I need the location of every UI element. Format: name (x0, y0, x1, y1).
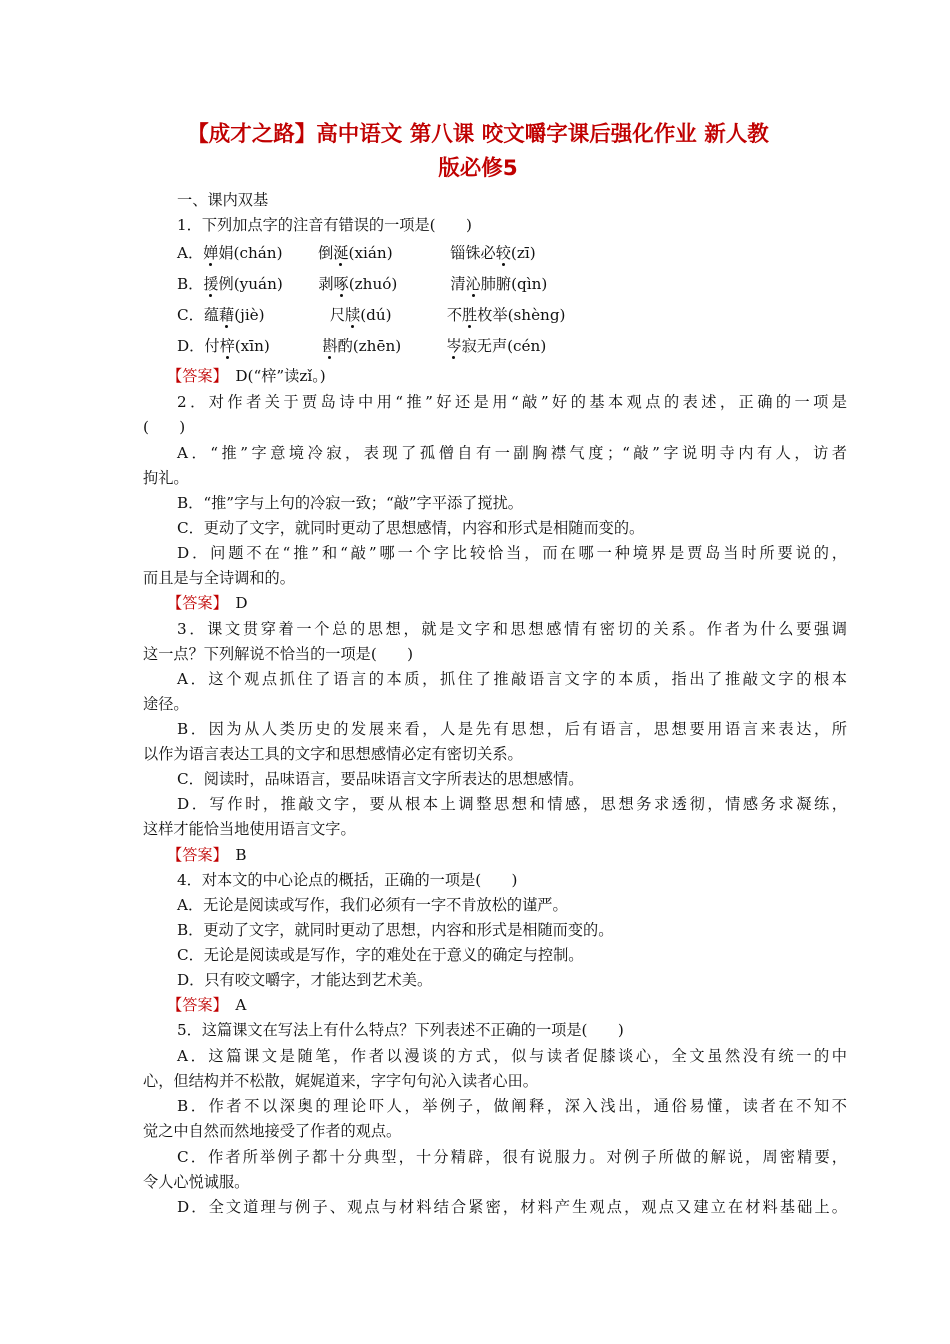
q2-stem-cont: ( ) (143, 418, 186, 436)
q1-option-letter: B． (177, 275, 204, 293)
q3-option-b: B．因为从人类历史的发展来看，人是先有思想，后有语言，思想要用语言来表达，所 (177, 720, 847, 738)
q3-option-a: A．这个观点抓住了语言的本质，抓住了推敲语言文字的本质，指出了推敲文字的根本 (177, 670, 847, 688)
q5-stem: 5．这篇课文在写法上有什么特点？下列表述不正确的一项是( ) (177, 1021, 624, 1039)
q1-d-item1: 付梓(xīn) (204, 337, 270, 355)
section-heading: 一、课内双基 (177, 191, 269, 209)
q3-option-d: D．写作时，推敲文字，要从根本上调整思想和情感，思想务求透彻，情感务求凝练， (177, 795, 847, 813)
q1-c-item3: 不胜枚举(shèng) (446, 306, 566, 324)
q1-option-letter: D． (177, 337, 205, 355)
answer-label: 【答案】 (167, 846, 221, 864)
q4-option-a: A．无论是阅读或写作，我们必须有一字不肯放松的谨严。 (177, 896, 568, 914)
answer-text: A (235, 996, 247, 1014)
q1-b-item3: 清沁肺腑(qìn) (450, 275, 548, 293)
q1-d-item3: 岑寂无声(cén) (446, 337, 547, 355)
q5-option-b: B．作者不以深奥的理论吓人，举例子，做阐释，深入浅出，通俗易懂，读者在不知不 (177, 1097, 847, 1115)
q3-option-b-cont: 以作为语言表达工具的文字和思想感情必定有密切关系。 (143, 745, 523, 763)
q2-option-a: A．“推”字意境冷寂，表现了孤僧自有一副胸襟气度；“敲”字说明寺内有人，访者 (177, 444, 847, 462)
answer-label: 【答案】 (167, 594, 221, 612)
q1-option-b (143, 272, 847, 297)
q4-answer (143, 993, 837, 1018)
q2-option-a-cont: 拘礼。 (143, 469, 189, 487)
q5-option-b-cont: 觉之中自然而然地接受了作者的观点。 (143, 1122, 402, 1140)
q1-b-item1: 援例(yuán) (203, 275, 283, 293)
q3-option-c: C．阅读时，品味语言，要品味语言文字所表达的思想感情。 (177, 770, 584, 788)
answer-label: 【答案】 (167, 996, 221, 1014)
q2-option-c: C．更动了文字，就同时更动了思想感情，内容和形式是相随而变的。 (177, 519, 645, 537)
q1-answer (143, 364, 837, 389)
q1-option-c (143, 303, 847, 328)
answer-text: D(“梓”读zǐ。) (235, 367, 326, 385)
q3-stem-cont: 这一点？下列解说不恰当的一项是( ) (143, 645, 414, 663)
answer-text: D (235, 594, 248, 612)
q1-option-letter: C． (177, 306, 204, 324)
document-title-line2: 版必修5 (438, 156, 518, 181)
q1-d-item2: 斟酌(zhēn) (322, 337, 402, 355)
q4-option-d: D．只有咬文嚼字，才能达到艺术美。 (177, 971, 433, 989)
q4-option-b: B．更动了文字，就同时更动了思想，内容和形式是相随而变的。 (177, 921, 614, 939)
q1-stem: 1．下列加点字的注音有错误的一项是( ) (177, 216, 472, 234)
q5-option-a-cont: 心，但结构并不松散，娓娓道来，字字句句沁入读者心田。 (143, 1072, 538, 1090)
q1-a-item1: 婵娟(chán) (203, 244, 283, 262)
q1-option-d (143, 334, 847, 359)
q2-option-d: D．问题不在“推”和“敲”哪一个字比较恰当，而在哪一种境界是贾岛当时所要说的， (177, 544, 847, 562)
q3-answer (143, 843, 837, 868)
q5-option-c: C．作者所举例子都十分典型，十分精辟，很有说服力。对例子所做的解说，周密精要， (177, 1148, 847, 1166)
q4-stem: 4．对本文的中心论点的概括，正确的一项是( ) (177, 871, 518, 889)
q1-c-item1: 蕴藉(jiè) (203, 306, 265, 324)
q2-stem: 2．对作者关于贾岛诗中用“推”好还是用“敲”好的基本观点的表述，正确的一项是 (177, 393, 847, 411)
q3-option-a-cont: 途径。 (143, 695, 189, 713)
q5-option-c-cont: 令人心悦诚服。 (143, 1173, 250, 1191)
q3-stem: 3．课文贯穿着一个总的思想，就是文字和思想感情有密切的关系。作者为什么要强调 (177, 620, 847, 638)
q1-option-letter: A． (177, 244, 204, 262)
q1-b-item2: 剥啄(zhuó) (318, 275, 398, 293)
q3-option-d-cont: 这样才能恰当地使用语言文字。 (143, 820, 356, 838)
q2-answer (143, 591, 837, 616)
q1-c-item2: 尺牍(dú) (329, 306, 392, 324)
q1-a-item3: 锱铢必较(zī) (450, 244, 536, 262)
q5-option-a: A．这篇课文是随笔，作者以漫谈的方式，似与读者促膝谈心，全文虽然没有统一的中 (177, 1047, 847, 1065)
q2-option-d-cont: 而且是与全诗调和的。 (143, 569, 295, 587)
q5-option-d: D．全文道理与例子、观点与材料结合紧密，材料产生观点，观点又建立在材料基础上。 (177, 1198, 847, 1216)
answer-label: 【答案】 (167, 367, 221, 385)
q1-a-item2: 倒涎(xián) (318, 244, 393, 262)
q1-option-a (143, 241, 847, 266)
q4-option-c: C．无论是阅读或是写作，字的难处在于意义的确定与控制。 (177, 946, 584, 964)
q2-option-b: B．“推”字与上句的冷寂一致；“敲”字平添了搅扰。 (177, 494, 523, 512)
document-title-line1: 【成才之路】高中语文 第八课 咬文嚼字课后强化作业 新人教 (187, 122, 769, 147)
answer-text: B (235, 846, 247, 864)
